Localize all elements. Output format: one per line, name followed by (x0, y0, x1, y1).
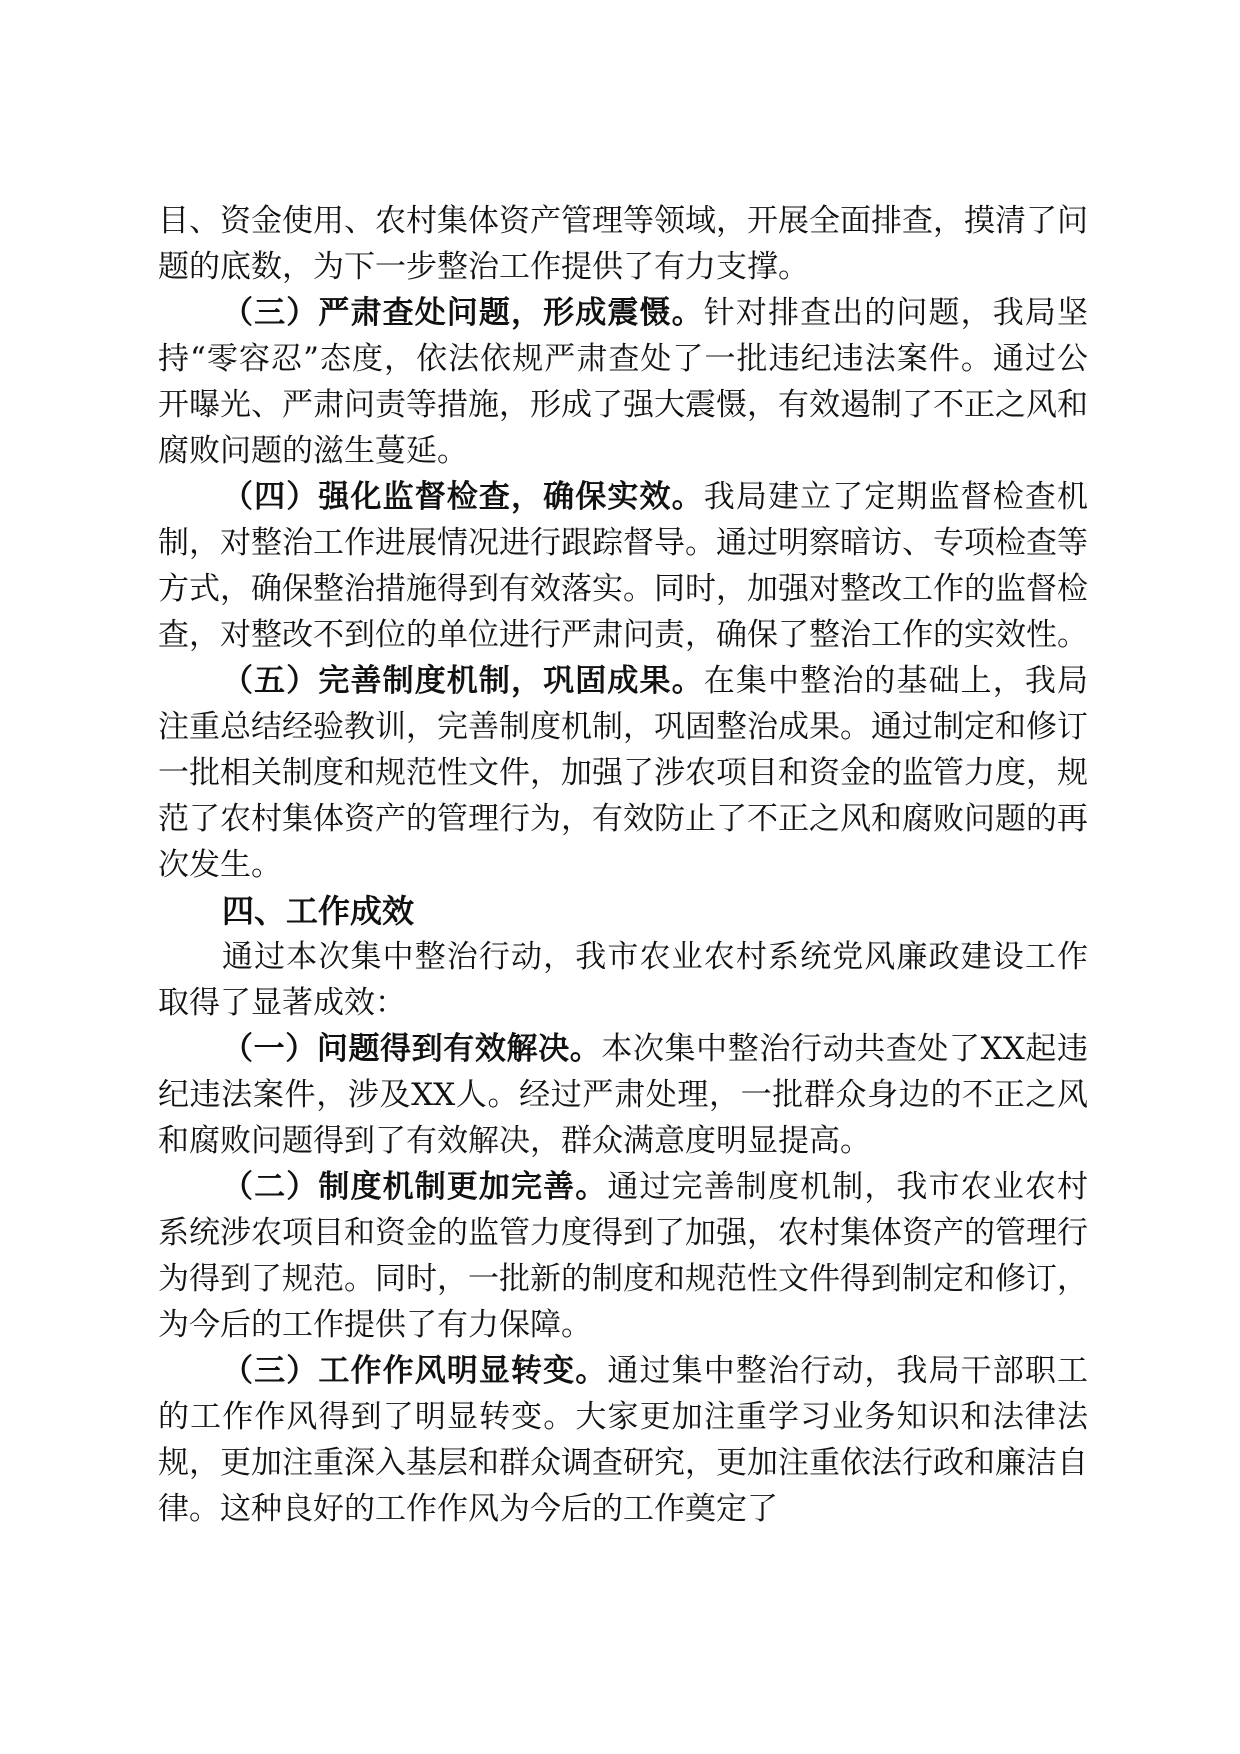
paragraph-text: 通过完善制度机制，我市农业农村系统涉农项目和资金的监管力度得到了加强，农村集体资产的管理行为得到了规范。同时，一批新的制度和规范性文件得到制定和修订，为今后的工作提供了有力保障。 (158, 1169, 1089, 1343)
paragraph-item-3 (158, 290, 1088, 474)
paragraph-text: 通过本次集中整治行动，我市农业农村系统党风廉政建设工作取得了显著成效： (158, 939, 1088, 1021)
paragraph-lead: （三）工作作风明显转变。 (222, 1353, 608, 1389)
paragraph-lead: （二）制度机制更加完善。 (222, 1169, 608, 1205)
result-item-3 (158, 1348, 1088, 1532)
section-intro (158, 934, 1088, 1026)
section-heading: 四、工作成效 (222, 892, 415, 930)
paragraph-text: 我局建立了定期监督检查机制，对整治工作进展情况进行跟踪督导。通过明察暗访、专项检查等方式，确保整治措施得到有效落实。同时，加强对整改工作的监督检查，对整改不到位的单位进行严肃问责，确保了整治工作的实效性。 (158, 479, 1089, 653)
result-item-2 (158, 1164, 1088, 1348)
paragraph-item-5 (158, 658, 1088, 888)
paragraph-lead: （四）强化监督检查，确保实效。 (222, 479, 704, 515)
paragraph-lead: （五）完善制度机制，巩固成果。 (222, 663, 704, 699)
paragraph-text: 本次集中整治行动共查处了XX起违纪违法案件，涉及XX人。经过严肃处理，一批群众身边的不正之风和腐败问题得到了有效解决，群众满意度明显提高。 (158, 1031, 1089, 1159)
paragraph-text: 通过集中整治行动，我局干部职工的工作作风得到了明显转变。大家更加注重学习业务知识和法律法规，更加注重深入基层和群众调查研究，更加注重依法行政和廉洁自律。这种良好的工作作风为今后的工作奠定了 (158, 1353, 1089, 1527)
paragraph-text: 目、资金使用、农村集体资产管理等领域，开展全面排查，摸清了问题的底数，为下一步整治工作提供了有力支撑。 (158, 203, 1088, 285)
paragraph-item-4 (158, 474, 1088, 658)
result-item-1 (158, 1026, 1088, 1164)
paragraph-text: 在集中整治的基础上，我局注重总结经验教训，完善制度机制，巩固整治成果。通过制定和修订一批相关制度和规范性文件，加强了涉农项目和资金的监管力度，规范了农村集体资产的管理行为，有效防止了不正之风和腐败问题的再次发生。 (158, 663, 1089, 883)
paragraph-lead: （一）问题得到有效解决。 (222, 1031, 602, 1067)
paragraph-continuation (158, 198, 1088, 290)
paragraph-text: 针对排查出的问题，我局坚持“零容忍”态度，依法依规严肃查处了一批违纪违法案件。通过公开曝光、严肃问责等措施，形成了强大震慑，有效遏制了不正之风和腐败问题的滋生蔓延。 (158, 295, 1089, 469)
paragraph-lead: （三）严肃查处问题，形成震慑。 (222, 295, 704, 331)
document-body (158, 198, 1088, 1532)
